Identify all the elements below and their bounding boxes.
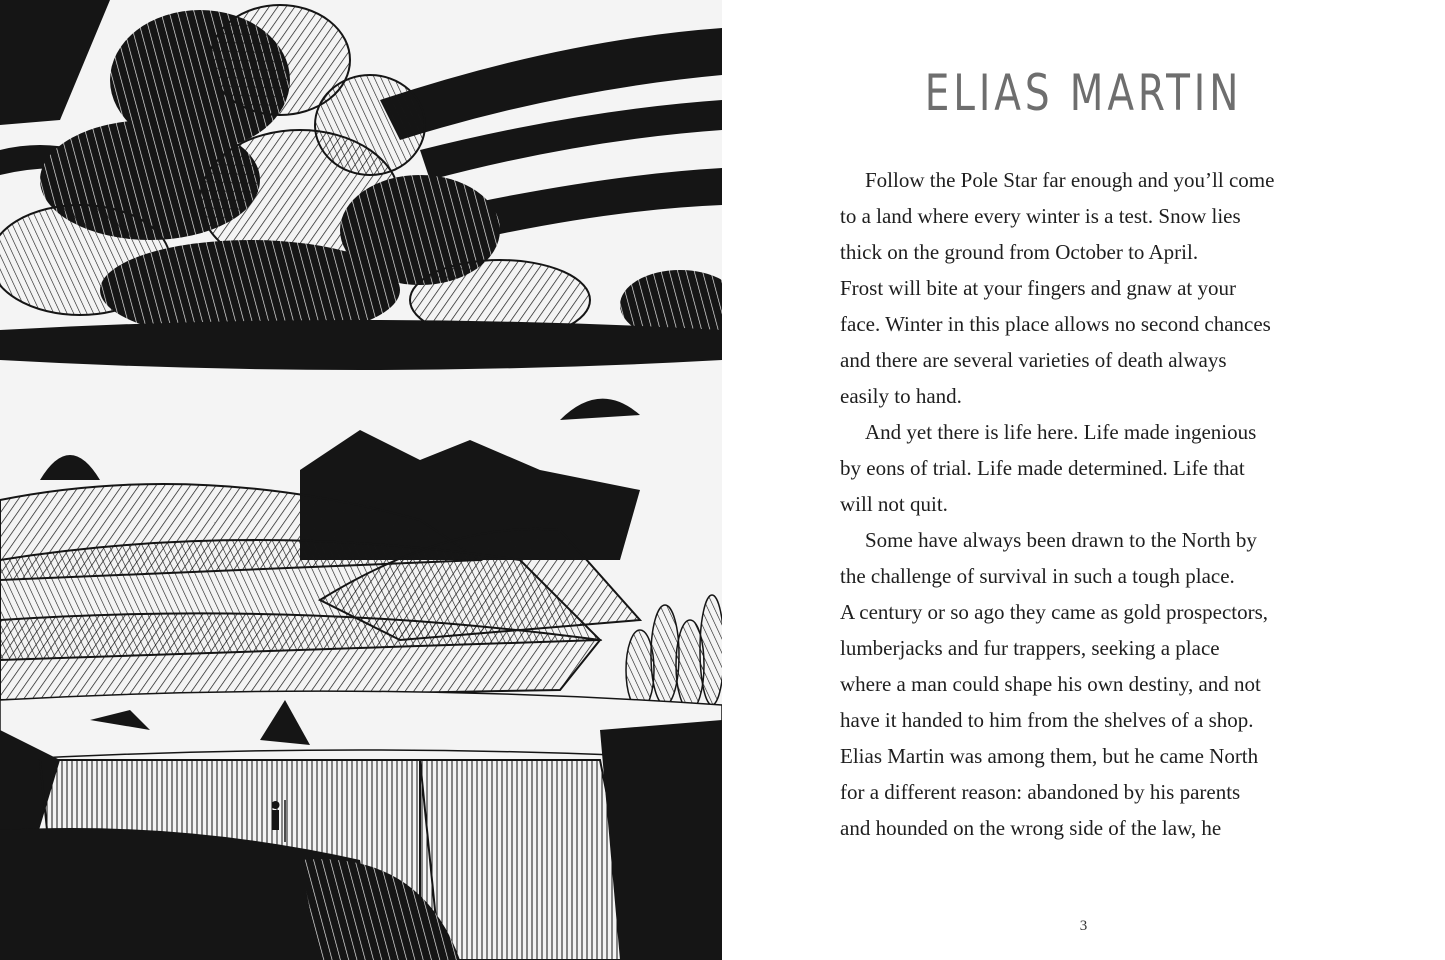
text-line: by eons of trial. Life made determined. Life that (840, 456, 1245, 480)
text-line: lumberjacks and fur trappers, seeking a place (840, 636, 1220, 660)
text-line: Follow the Pole Star far enough and you’ll come (865, 168, 1275, 192)
illustration-page (0, 0, 722, 960)
text-line: Frost will bite at your fingers and gnaw at your (840, 276, 1237, 300)
text-line: will not quit. (840, 492, 948, 516)
text-line: thick on the ground from October to April. (840, 240, 1199, 264)
text-line: and hounded on the wrong side of the law, he (840, 816, 1222, 840)
text-line: Elias Martin was among them, but he came North (840, 744, 1259, 768)
page-number: 3 (1079, 918, 1088, 934)
text-line: have it handed to him from the shelves of a shop. (840, 708, 1254, 732)
text-line: to a land where every winter is a test. Snow lies (840, 204, 1241, 228)
text-line: where a man could shape his own destiny, and not (840, 672, 1261, 696)
chapter-title: ELIAS MARTIN (924, 64, 1243, 122)
text-line: And yet there is life here. Life made ingenious (865, 420, 1257, 444)
ink-landscape-illustration (0, 0, 722, 960)
text-line: the challenge of survival in such a tough place. (840, 564, 1235, 588)
text-page (722, 0, 1445, 960)
text-line: Some have always been drawn to the North by (865, 528, 1257, 552)
text-line: easily to hand. (840, 384, 962, 408)
text-line: and there are several varieties of death always (840, 348, 1227, 372)
text-line: for a different reason: abandoned by his parents (840, 780, 1241, 804)
text-line: face. Winter in this place allows no second chances (840, 312, 1271, 336)
chapter-body-text (840, 162, 1335, 846)
text-line: A century or so ago they came as gold prospectors, (840, 600, 1269, 624)
